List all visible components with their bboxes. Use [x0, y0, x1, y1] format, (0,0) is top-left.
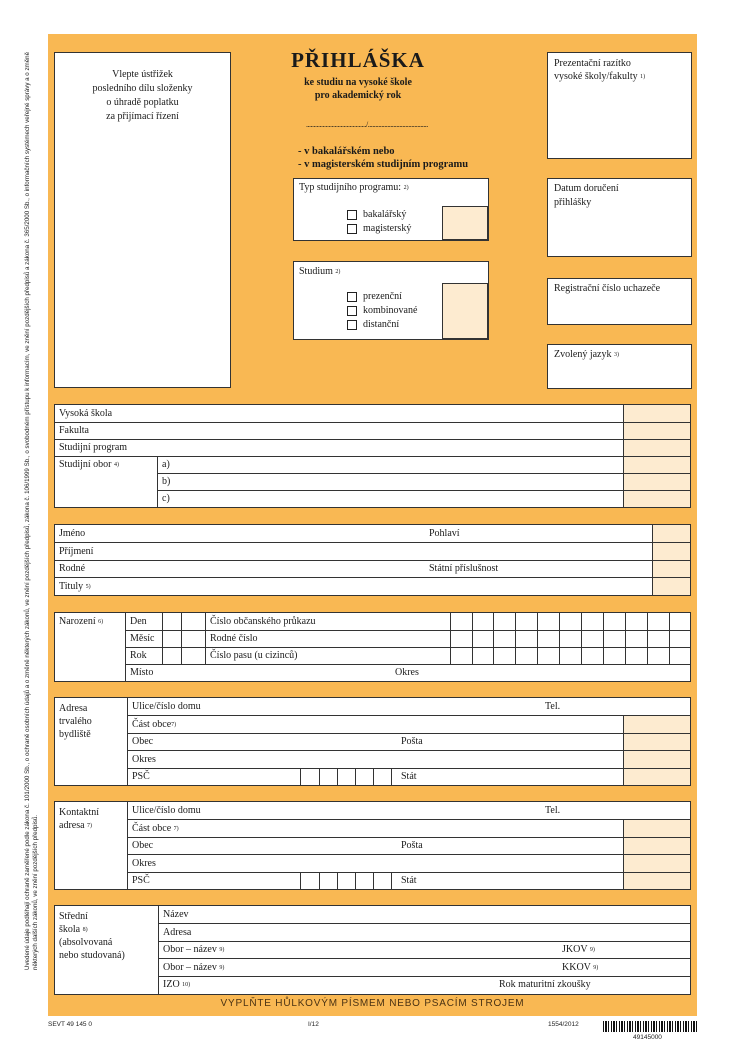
permanent-state-label: Stát	[401, 771, 417, 782]
fulltime-label: prezenční	[363, 291, 402, 302]
master-label: magisterský	[363, 223, 412, 234]
permanent-town-label: Obec	[132, 736, 154, 747]
permanent-street-label: Ulice/číslo domu	[132, 701, 201, 712]
program-type-code-field[interactable]	[442, 206, 488, 240]
study-field-sup: 4)	[114, 462, 120, 468]
contact-address-section	[54, 801, 691, 890]
distance-checkbox[interactable]	[347, 320, 357, 330]
registration-label: Registrační číslo uchazeče	[554, 283, 661, 294]
contact-label-1: Kontaktní	[59, 807, 99, 818]
contact-zip-label: PSČ	[132, 875, 150, 886]
distance-label: distanční	[363, 319, 400, 330]
permanent-address-section	[54, 697, 691, 786]
graduation-year-label: Rok maturitní zkoušky	[499, 979, 591, 990]
contact-street-label: Ulice/číslo domu	[132, 805, 201, 816]
program-line-1: - v bakalářském nebo	[298, 146, 395, 157]
contact-label-sup: 7)	[87, 823, 93, 829]
form-title: PŘIHLÁŠKA	[291, 48, 425, 72]
school-field2-sup: 9)	[219, 965, 225, 971]
stub-line-3: o úhradě poplatku	[106, 97, 179, 108]
stamp-sup: 1)	[640, 74, 646, 80]
birth-place-label: Místo	[130, 667, 154, 678]
school-name-label: Název	[163, 909, 189, 920]
contact-phone-label: Tel.	[545, 805, 561, 816]
publisher-code: SEVT 49 145 0	[48, 1021, 92, 1028]
barcode-number: 49145000	[633, 1034, 662, 1041]
permanent-part-label: Část obce	[132, 719, 172, 730]
delivery-label-2: přihlášky	[554, 197, 592, 208]
contact-town-label: Obec	[132, 840, 154, 851]
kkov-sup: 9)	[593, 965, 599, 971]
contact-state-label: Stát	[401, 875, 417, 886]
language-sup: 3)	[613, 352, 619, 358]
permanent-district-label: Okres	[132, 754, 156, 765]
stamp-label-1: Prezentační razítko	[554, 58, 631, 69]
kkov-label: KKOV	[562, 962, 591, 973]
school-label-2: škola	[59, 924, 81, 935]
legal-side-note-text: Uvedené údaje podléhají ochraně zaměřené podle zákona č. 101/2000 Sb., o ochraně osobních údajů a o změně některých zákonů, ve znění pozdějších předpisů, zákona č. 106/1999 Sb., o svobodném přístupu k informacím, ve znění pozdějších předpisů a zákona č. 365/2000 Sb., o informačních systémech veřejné správy a o změně některých dalších zákonů, ve znění pozdějších předpisů.	[24, 51, 39, 970]
fulltime-checkbox[interactable]	[347, 292, 357, 302]
academic-year-field[interactable]: ......................................../........................................	[306, 120, 428, 129]
school-field1-sup: 9)	[219, 947, 225, 953]
gender-label: Pohlaví	[429, 528, 460, 539]
permanent-post-label: Pošta	[401, 736, 423, 747]
bachelor-checkbox[interactable]	[347, 210, 357, 220]
year-label: Rok	[130, 650, 147, 661]
school-section	[54, 404, 691, 508]
school-address-label: Adresa	[163, 927, 192, 938]
form-code: 1554/2012	[548, 1021, 579, 1028]
contact-post-label: Pošta	[401, 840, 423, 851]
jkov-label: JKOV	[562, 944, 588, 955]
language-box	[547, 344, 692, 389]
application-form	[48, 34, 697, 1016]
permanent-part-sup: 7)	[171, 722, 177, 728]
contact-part-sup: 7)	[173, 826, 179, 832]
surname-label: Příjmení	[59, 546, 94, 557]
delivery-label-1: Datum doručení	[554, 183, 619, 194]
school-label-sup: 8)	[82, 927, 88, 933]
master-checkbox[interactable]	[347, 224, 357, 234]
birth-sup: 6)	[98, 619, 104, 625]
birth-section	[54, 612, 691, 682]
study-program-label: Studijní program	[59, 442, 128, 453]
stub-line-2: posledního dílu složenky	[92, 83, 193, 94]
legal-side-note	[22, 40, 46, 970]
school-label-1: Střední	[59, 911, 88, 922]
school-label-4: nebo studovaná)	[59, 950, 125, 961]
university-label: Vysoká škola	[59, 408, 113, 419]
payment-stub-area	[54, 52, 231, 388]
program-line-2: - v magisterském studijním programu	[298, 159, 469, 170]
month-label: Měsíc	[130, 633, 155, 644]
contact-part-label: Část obce	[132, 823, 172, 834]
permanent-label-1: Adresa	[59, 703, 88, 714]
field-c-label: c)	[162, 493, 170, 504]
stamp-label-2: vysoké školy/fakulty	[554, 71, 638, 82]
study-form-sup: 2)	[335, 269, 341, 275]
stamp-box	[547, 52, 692, 159]
titles-sup: 5)	[85, 584, 91, 590]
birth-district-label: Okres	[395, 667, 419, 678]
field-a-label: a)	[162, 459, 170, 470]
field-b-label: b)	[162, 476, 171, 487]
form-subtitle-2: pro akademický rok	[314, 90, 402, 101]
school-field2-label: Obor – název	[163, 962, 217, 973]
fill-instruction: VYPLŇTE HŮLKOVÝM PÍSMEM NEBO PSACÍM STROJEM	[220, 998, 525, 1009]
barcode-graphic	[603, 1021, 697, 1032]
page-code: I/12	[308, 1021, 319, 1028]
program-type-sup: 2)	[403, 185, 409, 191]
permanent-label-3: bydliště	[59, 729, 91, 740]
first-name-label: Jméno	[59, 528, 86, 539]
titles-label: Tituly	[59, 581, 84, 592]
day-label: Den	[130, 616, 147, 627]
birth-number-label: Rodné číslo	[210, 633, 258, 644]
birth-surname-label: Rodné	[59, 563, 86, 574]
program-type-box	[293, 178, 489, 241]
faculty-label: Fakulta	[59, 425, 89, 436]
permanent-zip-label: PSČ	[132, 771, 150, 782]
permanent-phone-label: Tel.	[545, 701, 561, 712]
stub-line-1: Vlepte ústřižek	[112, 69, 173, 80]
izo-label: IZO	[163, 979, 180, 990]
study-form-label: Studium	[299, 266, 333, 277]
bachelor-label: bakalářský	[363, 209, 407, 220]
izo-sup: 10)	[182, 982, 191, 988]
personal-section	[54, 524, 691, 596]
permanent-label-2: trvalého	[59, 716, 92, 727]
school-label-3: (absolvovaná	[59, 937, 113, 948]
study-form-code-field[interactable]	[442, 283, 488, 339]
combined-label: kombinované	[363, 305, 418, 316]
contact-label-2: adresa	[59, 820, 85, 831]
contact-district-label: Okres	[132, 858, 156, 869]
form-subtitle-1: ke studiu na vysoké škole	[304, 77, 412, 88]
citizenship-label: Státní příslušnost	[429, 563, 499, 574]
birth-label: Narození	[59, 616, 96, 627]
jkov-sup: 9)	[589, 947, 595, 953]
passport-label: Číslo pasu (u cizinců)	[210, 650, 298, 661]
study-field-label: Studijní obor	[59, 459, 112, 470]
registration-number-box	[547, 278, 692, 325]
school-field1-label: Obor – název	[163, 944, 217, 955]
program-type-label: Typ studijního programu:	[299, 182, 402, 193]
high-school-section	[54, 905, 691, 995]
stub-line-4: za přijímací řízení	[106, 111, 179, 122]
study-form-box	[293, 261, 489, 340]
combined-checkbox[interactable]	[347, 306, 357, 316]
delivery-date-box	[547, 178, 692, 257]
language-label: Zvolený jazyk	[554, 349, 612, 360]
id-card-label: Číslo občanského průkazu	[210, 616, 316, 627]
